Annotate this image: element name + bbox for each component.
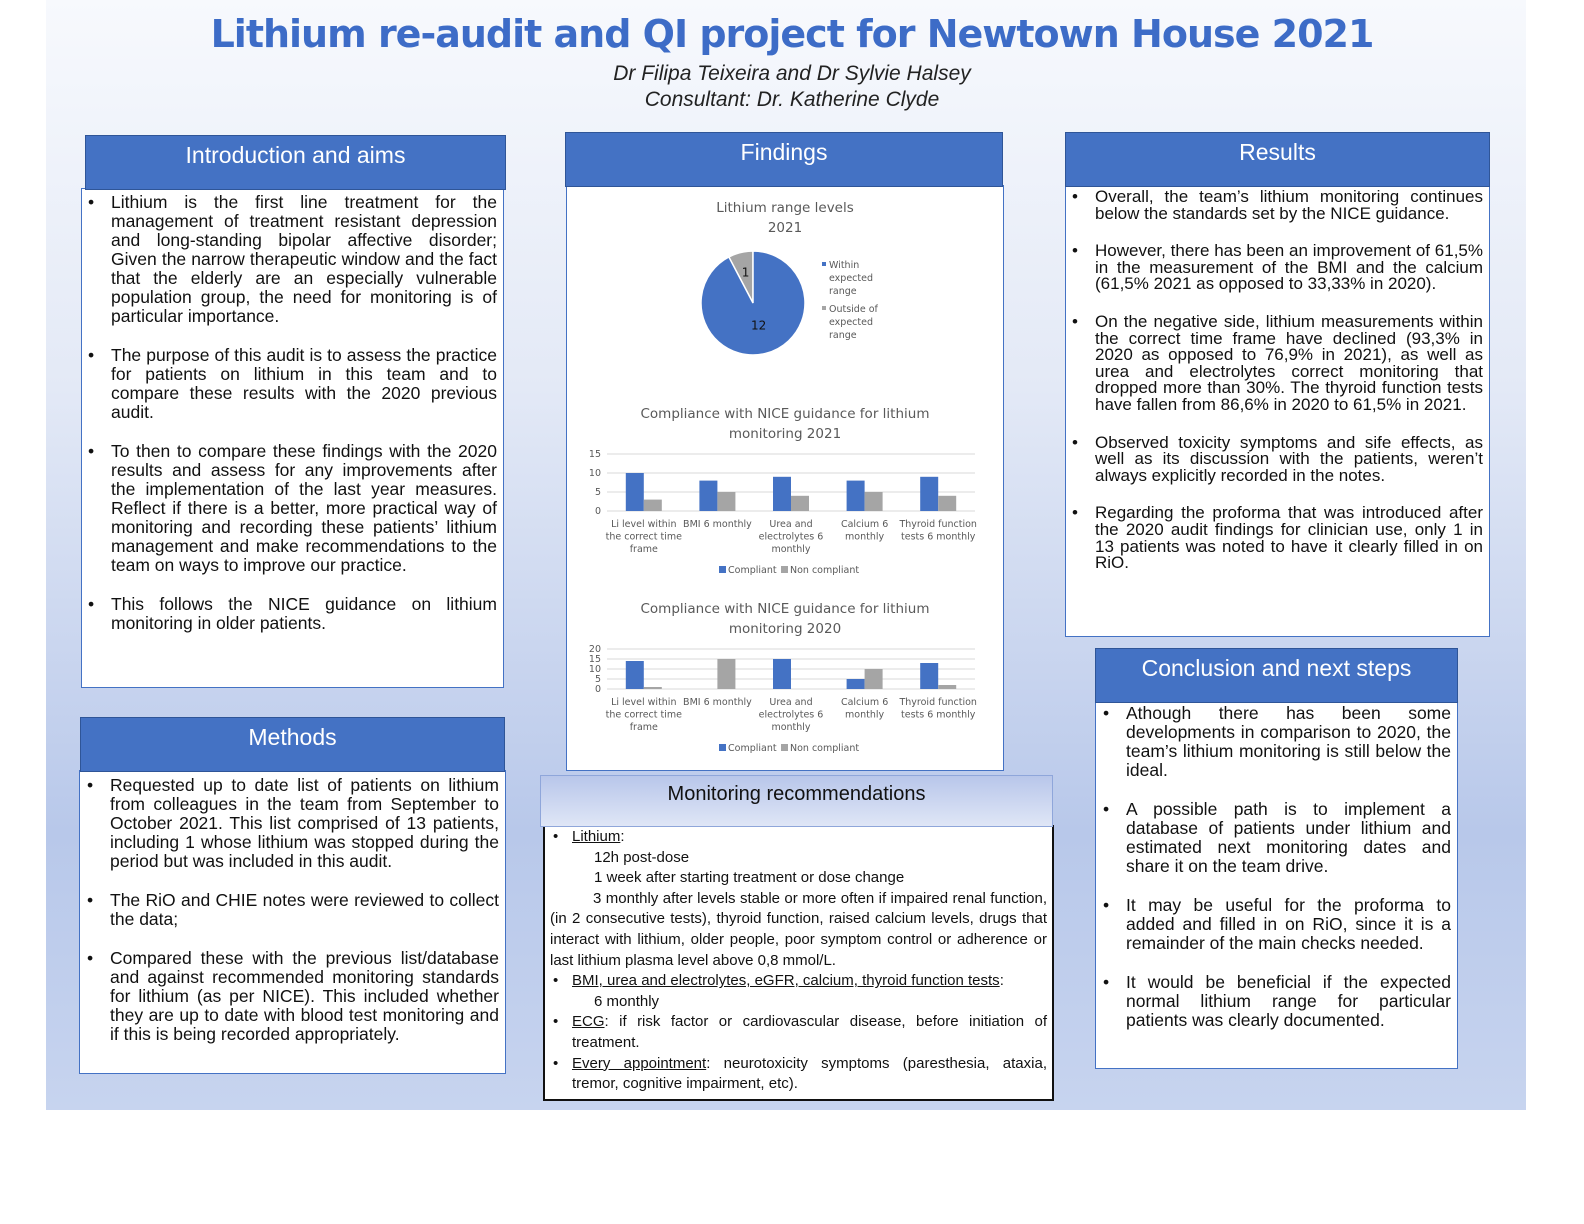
bar-non-compliant (938, 496, 956, 511)
y-tick-label: 15 (588, 449, 601, 460)
rec-appt-label: Every appointment (572, 1054, 707, 1072)
conclusion-bullet: • It would be beneficial if the expected normal lithium range for particular patients was clearly documented. (1098, 973, 1451, 1030)
pie-data-label: 12 (750, 318, 767, 333)
bar-compliant (699, 481, 717, 511)
bar-legend-label: Non compliant (790, 565, 860, 576)
intro-bullet: • The purpose of this audit is to assess the practice for patients on lithium in this team and to compare these results with the 2020 previous audit. (83, 346, 497, 422)
bar-compliant (847, 679, 865, 689)
methods-bullet: • Compared these with the previous list/database and against recommended monitoring standards for lithium (as per NICE). This included whether they are up to date with blood test monitoring and if this is being recorded appropriately. (82, 949, 499, 1044)
rec-lithium-item: 12h post-dose (594, 848, 690, 866)
pie-legend-label: Within expected range (829, 260, 873, 297)
rec-ecg: • ECG: if risk factor or cardiovascular disease, before initiation of treatment. (546, 1012, 1047, 1053)
consultant: Consultant: Dr. Katherine Clyde (644, 88, 940, 111)
rec-bmi-label: BMI, urea and electrolytes, eGFR, calcium, thyroid function tests (572, 972, 1000, 990)
rec-lithium-item: 3 monthly after levels stable or more often if impaired renal function, (in 2 consecutive tests), thyroid function, raised calcium levels, drugs that interact with lithium, older people, poor symptom control or adherence or last lithium plasma level above 0,8 mmol/L. (550, 889, 1047, 969)
methods-bullet: • Requested up to date list of patients on lithium from colleagues in the team from September to October 2021. This list comprised of 13 patients, including 1 whose lithium was stopped during the period but was included in this audit. (82, 776, 499, 871)
intro-header: Introduction and aims (85, 135, 506, 190)
y-tick-label: 5 (594, 674, 601, 685)
bar-chart-title: Compliance with NICE guidance for lithium (640, 601, 930, 617)
bar-compliant (773, 477, 791, 511)
conclusion-bullet: • It may be useful for the proforma to added and filled in on RiO, since it is a remainder of the main checks needed. (1098, 896, 1451, 953)
authors: Dr Filipa Teixeira and Dr Sylvie Halsey (613, 62, 971, 85)
methods-header: Methods (80, 717, 505, 772)
pie-data-label: 1 (741, 265, 750, 280)
y-tick-label: 10 (588, 468, 601, 479)
methods-bullet: • The RiO and CHIE notes were reviewed to collect the data; (82, 891, 499, 929)
results-bullet: • On the negative side, lithium measurements within the correct time frame have declined (93,3% in 2020 as opposed to 76,9% in 2021), as well as urea and electrolytes correct monitoring that dropped more than 30%. The thyroid function tests have fallen from 86,6% in 2020 to 61,5% in 2021. (1067, 314, 1483, 414)
x-category-label: Thyroid function tests 6 monthly (899, 697, 977, 721)
recommendations-body (546, 827, 1047, 1095)
results-bullet: • Overall, the team’s lithium monitoring continues below the standards set by the NICE guidance. (1067, 189, 1483, 222)
x-category-label: BMI 6 monthly (683, 519, 752, 530)
y-tick-label: 10 (588, 664, 601, 675)
bar-non-compliant (791, 496, 809, 511)
bar-non-compliant (644, 500, 662, 511)
y-tick-label: 20 (588, 644, 601, 655)
bar-non-compliant (938, 685, 956, 689)
findings-charts (567, 188, 1003, 770)
pie-legend-label: Outside of expected range (829, 304, 878, 341)
rec-lithium-label: Lithium (572, 828, 621, 845)
rec-appointment: • Every appointment: neurotoxicity symptoms (paresthesia, ataxia, tremor, cognitive impairment, etc). (546, 1054, 1047, 1095)
x-category-label: Calcium 6 monthly (840, 697, 889, 721)
y-tick-label: 0 (594, 506, 601, 517)
bar-legend-label: Compliant (728, 565, 777, 576)
y-tick-label: 5 (594, 487, 601, 498)
rec-ecg-label: ECG (572, 1013, 605, 1031)
bar-non-compliant (865, 492, 883, 511)
bar-legend-swatch (719, 566, 726, 573)
findings-header: Findings (565, 132, 1003, 187)
bar-chart-subtitle: monitoring 2021 (728, 426, 842, 442)
recommendations-header: Monitoring recommendations (540, 775, 1053, 827)
bar-compliant (626, 473, 644, 511)
intro-bullet: • Lithium is the first line treatment for the management of treatment resistant depression and long-standing bipolar affective disorder; Given the narrow therapeutic window and the fact that the elderly are an especially vulnerable population group, the need for monitoring is of particular importance. (83, 193, 497, 326)
poster-title: Lithium re-audit and QI project for Newtown House 2021 (210, 12, 1374, 56)
bar-legend-label: Non compliant (790, 743, 860, 754)
pie-legend-swatch (822, 262, 826, 266)
methods-body (82, 776, 499, 1064)
bar-compliant (920, 663, 938, 689)
rec-bmi: • BMI, urea and electrolytes, eGFR, calcium, thyroid function tests: (546, 971, 1047, 992)
rec-lithium: • Lithium: (546, 827, 1047, 848)
bar-legend-label: Compliant (728, 743, 777, 754)
y-tick-label: 0 (594, 684, 601, 695)
bar-non-compliant (865, 669, 883, 689)
bar-non-compliant (717, 492, 735, 511)
rec-lithium-item: 1 week after starting treatment or dose change (594, 869, 905, 887)
bar-legend-swatch (719, 744, 726, 751)
x-category-label: BMI 6 monthly (683, 697, 752, 708)
rec-bmi-item: 6 monthly (594, 992, 660, 1010)
bar-chart-subtitle: monitoring 2020 (728, 621, 842, 637)
conclusion-bullet: • Athough there has been some developments in comparison to 2020, the team’s lithium monitoring is still below the ideal. (1098, 704, 1451, 780)
pie-title: Lithium range levels (716, 200, 854, 216)
x-category-label: Urea and electrolytes 6 monthly (758, 697, 824, 733)
results-bullet: • Observed toxicity symptoms and sife effects, as well as its discussion with the patients, weren’t always explicitly recorded in the notes. (1067, 435, 1483, 485)
bar-compliant (773, 659, 791, 689)
x-category-label: Calcium 6 monthly (840, 519, 889, 543)
bar-legend-swatch (781, 744, 788, 751)
x-category-label: Li level within the correct time frame (605, 697, 682, 733)
results-body (1067, 189, 1483, 593)
results-bullet: • However, there has been an improvement of 61,5% in the measurement of the BMI and the calcium (61,5% 2021 as opposed to 33,33% in 2020). (1067, 243, 1483, 293)
conclusion-body (1098, 704, 1451, 1050)
pie-slice-within (701, 251, 805, 355)
results-bullet: • Regarding the proforma that was introduced after the 2020 audit findings for clinician use, only 1 in 13 patients was noted to have it clearly filled in on RiO. (1067, 505, 1483, 571)
y-tick-label: 15 (588, 654, 601, 665)
results-header: Results (1065, 132, 1490, 187)
x-category-label: Li level within the correct time frame (605, 519, 682, 555)
bar-non-compliant (644, 687, 662, 689)
bar-compliant (847, 481, 865, 511)
intro-bullet: • This follows the NICE guidance on lithium monitoring in older patients. (83, 595, 497, 633)
x-category-label: Thyroid function tests 6 monthly (899, 519, 977, 543)
bar-compliant (920, 477, 938, 511)
conclusion-header: Conclusion and next steps (1095, 648, 1458, 703)
bar-legend-swatch (781, 566, 788, 573)
intro-bullet: • To then to compare these findings with the 2020 results and assess for any improvements after the implementation of the last year measures. Reflect if there is a better, more practical way of monitoring and recording these patients’ lithium management and make recommendations to the team on ways to improve our practice. (83, 442, 497, 575)
bar-chart-title: Compliance with NICE guidance for lithium (640, 406, 930, 422)
bar-compliant (626, 661, 644, 689)
intro-body (83, 193, 497, 653)
conclusion-bullet: • A possible path is to implement a database of patients under lithium and estimated next monitoring dates and share it on the team drive. (1098, 800, 1451, 876)
pie-subtitle: 2021 (767, 220, 803, 236)
pie-legend-swatch (822, 306, 826, 310)
x-category-label: Urea and electrolytes 6 monthly (758, 519, 824, 555)
bar-non-compliant (717, 659, 735, 689)
